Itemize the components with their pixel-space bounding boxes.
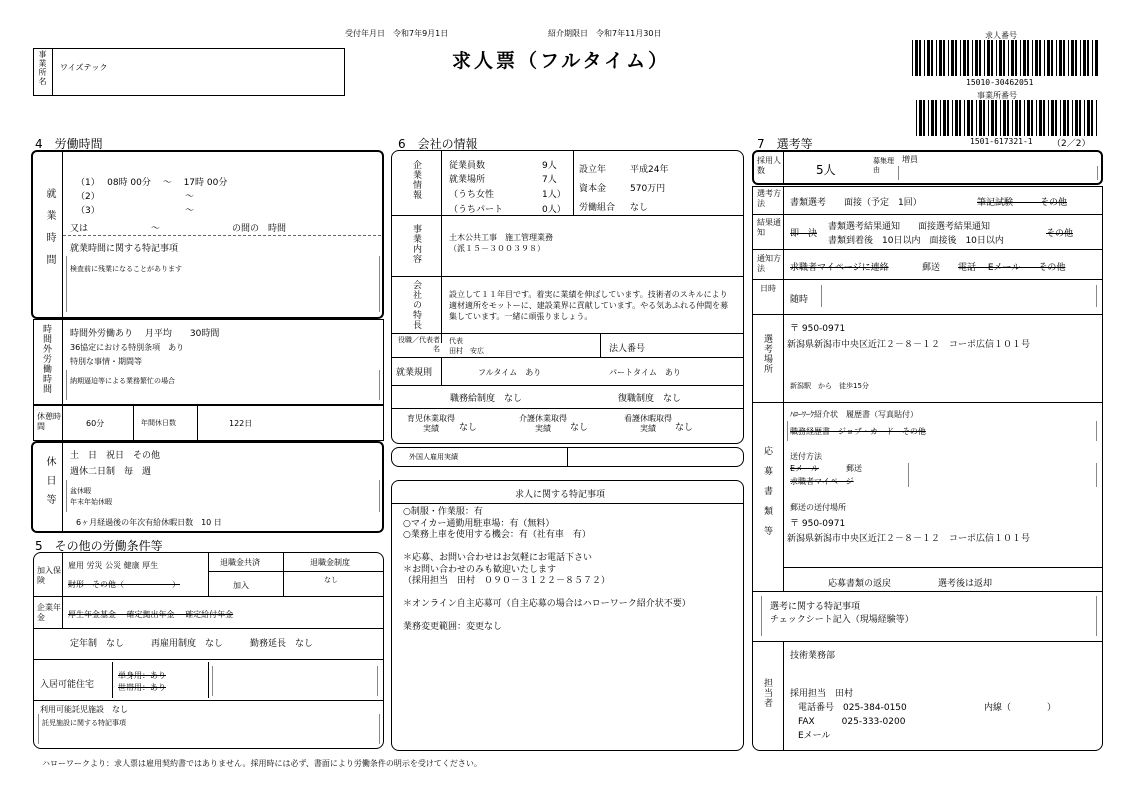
section5-heading: 5 その他の労働条件等 [35, 539, 163, 553]
contact-dept: 技術業務部 [790, 651, 836, 661]
job-number-label: 求人番号 [985, 31, 1017, 40]
business-label: 事業内容 [411, 224, 421, 264]
hire-count-value: 5人 [816, 163, 836, 177]
care-leave-label: 介護休業取得実績 [519, 414, 567, 433]
contact-label: 担当者 [762, 678, 772, 708]
return-label: 応募書類の返戻 [828, 579, 892, 589]
send-address: 新潟県新潟市中央区近江２－８－１２ コーポ広信１０１号 [787, 534, 1031, 544]
retire-system-value: なし [324, 576, 338, 584]
page-title: 求人票（フルタイム） [452, 50, 671, 72]
representative-title: 代表 [449, 337, 463, 345]
result-line2: 書類到着後 10日以内 面接後 10日以内 [828, 236, 1004, 246]
job-special-line: ＊応募、お問い合わせはお気軽にお電話下さい [403, 553, 593, 563]
duty-pay: 職務給制度 なし [450, 394, 523, 404]
childcare-note: 託児施設に関する特記事項 [42, 719, 126, 727]
contact-person: 採用担当 田村 [790, 689, 854, 699]
holiday-note2: 年末年始休暇 [70, 498, 112, 506]
part-value: 0人） [542, 205, 566, 215]
notify-struck1: 求職者マイページに連絡 [790, 263, 889, 273]
job-special-line: （採用担当 田村 ０９０－３１２２－８５７２） [403, 576, 611, 586]
hours-shift3-tilde: ～ [185, 206, 195, 216]
union-label: 労働組合 [579, 203, 616, 213]
overtime-note: 納期逼迫等による業務繁忙の場合 [70, 377, 175, 385]
send-struck1: Eメール [790, 464, 819, 473]
date-label: 日時 [760, 284, 776, 293]
retire-system-label: 退職金制度 [310, 558, 350, 567]
job-number: 15010-30462051 [966, 78, 1034, 87]
office-number: 1501-617321-1 [970, 137, 1033, 146]
holiday-note1: 盆休暇 [70, 487, 91, 495]
method-struck: 筆記試験 その他 [977, 198, 1068, 208]
referral-deadline: 紹介期限日 令和7年11月30日 [548, 29, 662, 38]
overtime-special-label: 特別な事情・期間等 [70, 357, 142, 366]
rules-part: パートタイム あり [609, 368, 681, 377]
job-special-line: ○制服・作業服：有 [403, 507, 483, 517]
job-special-line [403, 588, 736, 600]
notify-struck2: 電話 Eメール その他 [958, 263, 1066, 273]
send-label: 送付方法 [790, 452, 822, 461]
section7-heading: 7 選考等 [757, 137, 813, 151]
women-label: （うち女性 [449, 190, 495, 200]
childcare-leave-value: なし [459, 423, 478, 433]
reason-label: 募集理由 [873, 157, 894, 174]
docs-title: ﾊﾛｰﾜｰｸ紹介状 履歴書（写真貼付） [790, 410, 918, 419]
union-value: なし [630, 203, 649, 213]
representative-label: 役職／代表者名 [398, 336, 440, 353]
rules-full: フルタイム あり [478, 368, 542, 377]
return-value: 選考後は返却 [938, 579, 993, 589]
pension-items: 厚生年金基金 確定拠出年金 確定給付年金 [68, 610, 234, 619]
job-special-line: ＊お問い合わせのみも歓迎いたします [403, 564, 557, 575]
result-other: その他 [1046, 229, 1074, 239]
insurance-items: 雇用 労災 公災 健康 厚生 [68, 561, 159, 570]
job-special-title: 求人に関する特記事項 [515, 490, 606, 500]
working-hours-label: 就業時間 [44, 188, 55, 276]
notify-label: 通知方法 [757, 254, 781, 273]
method-label: 選考方法 [757, 189, 781, 208]
place-label: 選考場所 [762, 334, 772, 374]
hours-special-title: 就業時間に関する特記事項 [70, 244, 179, 254]
capital-label: 資本金 [579, 184, 607, 194]
method-items: 書類選考 面接（予定 1回） [790, 198, 922, 208]
childcare-facility: 利用可能託児施設 なし [40, 705, 128, 714]
founded-label: 設立年 [579, 165, 607, 175]
annual-holidays-label: 年間休日数 [141, 419, 176, 427]
hours-shift2: （2） [76, 192, 100, 202]
foreign-employment-label: 外国人雇用実績 [409, 453, 458, 461]
pension-label: 企業年金 [37, 603, 61, 622]
send-zip: 〒 950-0971 [790, 519, 846, 529]
send-mail: 郵送 [846, 464, 862, 473]
result-struck: 即 決 [790, 229, 818, 239]
hours-shift3: （3） [76, 206, 100, 216]
employees-label: 従業員数 [449, 161, 486, 171]
job-special-line: 業務変更範囲：変更なし [403, 622, 503, 632]
contact-email: Eメール [798, 731, 831, 741]
selection-special-note: チェックシート記入（現場経験等） [770, 615, 914, 625]
feature-label: 会社の特長 [411, 280, 421, 330]
job-number-barcode [912, 40, 1098, 76]
docs-struck: 職務経歴書 ジョブ・カード その他 [790, 427, 926, 436]
send-place-label: 郵送の送付場所 [790, 503, 846, 512]
received-date: 受付年月日 令和7年9月1日 [345, 29, 449, 38]
office-name-label: 事業所名 [38, 50, 47, 86]
insurance-label: 加入保険 [37, 566, 61, 585]
founded-value: 平成24年 [630, 165, 669, 175]
company-info-label: 企業情報 [411, 160, 421, 200]
hire-count-label: 採用人数 [757, 156, 781, 175]
feature-text: 設立して１１年目です。着実に業績を伸ばしています。技術者のスキルにより適材適所をモットーに、建設業界に貢献しています。やる気あふれる仲間を募集しています。一緒に頑張りましょう。 [449, 290, 729, 321]
care-leave-value: なし [570, 423, 589, 433]
housing-single: 単身用：あり [118, 671, 166, 680]
job-special-line [403, 611, 736, 623]
place-address: 新潟県新潟市中央区近江２－８－１２ コーポ広信１０１号 [787, 340, 1031, 350]
job-special-line [403, 542, 736, 554]
date-value: 随時 [790, 295, 809, 305]
women-value: 1人） [542, 190, 566, 200]
result-label: 結果通知 [757, 218, 781, 237]
housing-family: 世帯用：あり [118, 683, 166, 692]
housing-label: 入居可能住宅 [40, 680, 95, 690]
annual-holidays-value: 122日 [229, 419, 253, 428]
page-number: （2／2） [1052, 139, 1091, 149]
holiday-system: 週休二日制 毎 週 [70, 467, 152, 477]
job-special-line: ○業務上車を使用する機会：有（社有車 有） [403, 530, 591, 540]
notify-mail: 郵送 [922, 263, 941, 273]
part-label: （うちパート [449, 205, 504, 215]
contact-extension: 内線（ ） [984, 703, 1057, 713]
hours-shift2-tilde: ～ [185, 192, 195, 202]
overtime-main: 時間外労働あり 月平均 30時間 [70, 329, 220, 339]
retire-mutual-label: 退職金共済 [220, 558, 260, 567]
send-struck2: 求職者マイページ [790, 477, 854, 486]
corporate-number-label: 法人番号 [609, 344, 646, 354]
office-name: ワイズテック [60, 63, 108, 72]
place-access: 新潟駅 から 徒歩15分 [790, 382, 869, 390]
hours-shift1: （1） 08時 00分 ～ 17時 00分 [76, 178, 228, 188]
business-content2: （派１５－３００３９８） [449, 244, 545, 253]
nursing-leave-value: なし [675, 423, 694, 433]
insurance-items-struck: 財形 その他（ ） [68, 580, 180, 589]
paid-leave: 6ヶ月経過後の年次有給休暇日数 10 日 [76, 518, 222, 527]
rules-label: 就業規則 [396, 368, 433, 378]
break-value: 60分 [86, 419, 105, 428]
reason-value: 増員 [902, 155, 918, 164]
office-number-barcode [916, 100, 1098, 136]
childcare-leave-label: 育児休業取得実績 [407, 414, 455, 433]
retirement-info: 定年制 なし 再雇用制度 なし 勤務延長 なし [70, 639, 314, 649]
employees-value: 9人 [542, 161, 557, 171]
site-label: 就業場所 [449, 175, 486, 185]
representative-name: 田村 安広 [449, 347, 484, 355]
hours-special-note: 検査前に残業になることがあります [70, 265, 182, 273]
break-label: 休憩時間 [37, 412, 61, 431]
rehire-system: 復職制度 なし [618, 394, 682, 404]
contact-tel: 電話番号 025-384-0150 [798, 703, 907, 713]
contact-fax: FAX 025-333-0200 [798, 717, 906, 727]
nursing-leave-label: 看護休暇取得実績 [624, 414, 672, 433]
footer-note: ハローワークより：求人票は雇用契約書ではありません。採用時には必ず、書面により労働条件の明示を受けてください。 [42, 759, 482, 768]
site-value: 7人 [542, 175, 557, 185]
overtime-label: 時間外労働時間 [41, 324, 51, 394]
job-special-line: ＊オンライン自主応募可（自主応募の場合はハローワーク紹介状不要） [403, 599, 691, 609]
result-line1: 書類選考結果通知 面接選考結果通知 [828, 222, 991, 232]
docs-label: 応募書類等 [762, 446, 772, 546]
retire-mutual-value: 加入 [233, 581, 249, 590]
selection-special-title: 選考に関する特記事項 [770, 602, 861, 612]
business-content1: 土木公共工事 施工管理業務 [449, 233, 553, 242]
section6-heading: 6 会社の情報 [398, 137, 478, 151]
place-zip: 〒 950-0971 [790, 324, 846, 334]
job-special-line: ○マイカー通勤用駐車場：有（無料） [403, 518, 555, 529]
job-special-lines [403, 507, 736, 634]
holidays-label: 休日等 [44, 456, 55, 513]
section4-heading: 4 労働時間 [35, 137, 103, 151]
hours-or-line: 又は ～ の間の 時間 [70, 224, 287, 234]
overtime-36-agreement: 36協定における特別条項 あり [70, 343, 185, 352]
capital-value: 570万円 [630, 184, 666, 194]
holiday-days: 土 日 祝日 その他 [70, 451, 161, 461]
office-number-label: 事業所番号 [977, 91, 1017, 100]
